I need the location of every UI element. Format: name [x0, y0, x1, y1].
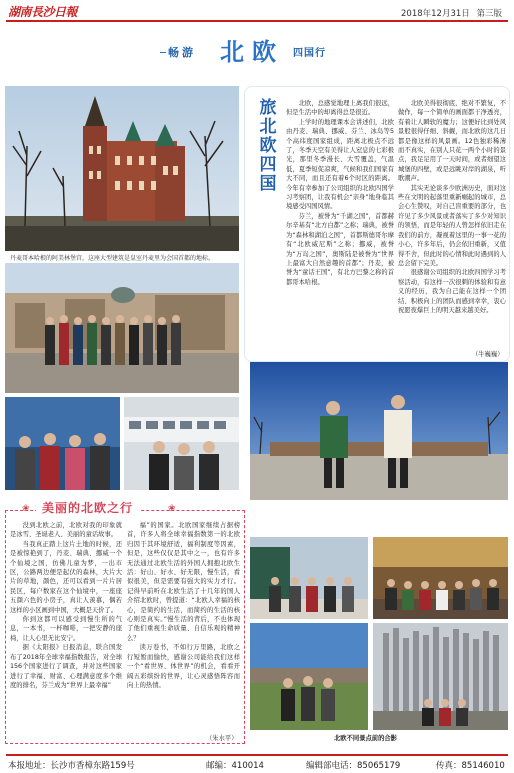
top-article-author: （牛巍巍）	[472, 351, 504, 358]
top-article-col1	[286, 99, 394, 354]
header-rule	[6, 20, 508, 22]
footer-phone: 编辑部电话：85065179	[306, 761, 401, 771]
footer-rule	[6, 754, 508, 756]
paragraph: 你到这都可以感受到慢生所的气息，一本书，一杯咖啡，一把安静的座椅，让人心里无比安宁。	[10, 616, 122, 642]
banner-left-text: 畅游	[168, 46, 196, 59]
top-article-title	[255, 99, 281, 194]
paragraph: 福”的国家。北欧国家继续占据榜首，许多人将全球幸福指数第一的北欧归因于其环境舒适，福利制度等因素，但是，这些仅仅是其中之一，也有许多无法通过北欧生活的外国人拥抱北欧生活：好山、好水、好无限，慢生活，看似很美，但是需要有强大的实力才行。记得早前听在北欧生活了十几年的国人介绍北欧时，曾提道：“北欧人幸福的核心，是简约的生活，而简约的生活的核心则是真实。”慢生活的背后，不也体现了他们重视生命质量、自信乐观的精神么？	[127, 522, 240, 642]
banner-big-text: 北欧	[220, 37, 284, 66]
lower-article-author: （朱水平）	[206, 735, 238, 742]
paragraph: 其实无论谈多少欧洲历史，面对这些在文明的起落里重新崛起的城市，总会心生赞叹，对自己盲重要的部分，也许见了多少风景或者落实了多少对知识的领悟，而是年轻的人曾怎样依旧走在我们的前方，凝视着这里的一事一花的小心，许多年后，仍会依旧重新，又值得不舍，但此时的心情和此时遇到的人总会留下完美。	[398, 184, 506, 267]
banner-deco-line	[160, 52, 166, 53]
collage-caption: 北欧不同景点前的合影	[334, 735, 397, 742]
issue-date: 2018年12月31日	[401, 9, 470, 19]
two-travelers-photo	[250, 362, 508, 500]
ship-deck-photo	[124, 397, 239, 490]
issue-page: 第三版	[476, 9, 502, 19]
collage-photo-4	[373, 623, 508, 730]
paragraph: 北欧，总感觉地理上离我们很远，但是生活中的却离得总是很近。	[286, 100, 394, 117]
masthead	[6, 2, 508, 22]
title-char: 国	[259, 174, 277, 194]
collage-photo-3	[250, 623, 368, 730]
title-ornament-left: ❀	[22, 504, 30, 514]
top-article-col2	[398, 99, 506, 351]
paragraph: 芬兰，被誉为“千湖之国”，首都赫尔辛基有“北方白都”之称；瑞典，被誉为“森林和湖泊之国”，首都斯德哥尔摩有“北欧威尼斯”之称；挪威，被誉为“万岛之国”，奥斯陆是被誉为“世界上最富大自然意趣的首都”；丹麦，被誉为“童话王国”，有北方巴黎之称的首都哥本哈根。	[286, 212, 394, 286]
paragraph: 上学时的地理课本会讲述们，北欧由丹麦、瑞典、挪威、芬兰、冰岛等5个高纬度国家组成，距离北极点不远了，冬季天空有美得让人窒息的七彩极光，那里冬季漫长、大雪覆盖，气温低，夏季短促凉爽，气候和我们国家有大不同，而且还有着6个时区的距离。今年有幸参加了公司组织的北欧四国学习考察团，让我有机会“亲身”地身临其境感受四国风情。	[286, 118, 394, 211]
banner-right-text: 四国行	[293, 48, 326, 59]
paragraph: 北欧美得很彻底，绝对不繁复，不做作，每一个简单的画面都干净透亮，有着让人瞬软的魔力；这便好比到处风景般很得仔细、斜觑，而北欧的这几日都是像这样的风景画。12色独彩稀薄而不真实，在别人只花一两个小时的景点，我足足用了一天时间，或者细望这城堡的四壁，或是远眺对岸的湖泉，听歌潮声。	[398, 100, 506, 183]
lower-article-title: 美丽的北欧之行	[36, 499, 139, 516]
footer-postcode: 邮编：410014	[206, 761, 264, 771]
newspaper-logo: 湖南長沙日報	[8, 5, 78, 19]
title-char: 旅	[259, 98, 277, 118]
group-photo-square	[5, 263, 239, 393]
harbor-photo	[5, 397, 120, 490]
paragraph: 没到北欧之前，北欧对我的印象就是冰雪、圣诞老人、美丽的童话故事。	[10, 522, 122, 539]
title-char: 四	[259, 155, 277, 175]
paragraph: 读万卷书，不如行万里路，北欧之行短暂而愉快，感谢公司能给我们这样一个“看世界、体世界”的机会，看看开阔五彩缤纷的世界，让心灵感悟阵容而向上的热情。	[127, 644, 240, 689]
paragraph: 当我真正踏上这片土地的时候，还是被惊艳到了，丹麦、瑞典、挪威一个个仙境之国，仿佛儿童为梦，一出市区，公路两边便是起伏的森林，大片大片的草地，颜色，还可以看到一片片居民区，每户数家在这个仙境中，一座座五颜六色的小房子，真让人羡慕，偶若这样的小区画到中国，大概是天价了。	[10, 540, 122, 614]
collage-photo-2	[373, 537, 508, 619]
footer-address: 本报地址：长沙市香樟东路159号	[8, 761, 135, 771]
paragraph: 很感谢公司组织的北欧四国学习考察活动，有这样一次很刺的体验和有意义的经历，我为自己能在这样一个团结、积极向上的团队而感到幸幸，衷心祝愿夜爆巨上的明天越来越美好。	[398, 269, 506, 314]
title-char: 欧	[259, 136, 277, 156]
page-footer	[6, 757, 508, 771]
lower-article-col2	[127, 521, 240, 733]
castle-caption: 丹麦哥本哈根的阿美林堡宫，这座大型建筑是皇室丹麦里为会国首都的地标。	[10, 255, 215, 262]
collage-photo-1	[250, 537, 368, 619]
lower-article-col1	[10, 521, 122, 742]
title-ornament-right: ❀	[168, 504, 176, 514]
paragraph: 据《太阳报》日报消息，联合国发布了2018年全球幸福指数报告，对全球156个国家进行了调查，并对这些国家进行了幸福、财富、心理满意度多个维度的排名，芬兰成为“世界上最幸福”	[10, 644, 122, 689]
section-banner	[160, 30, 360, 70]
issue-info	[397, 7, 502, 19]
castle-photo	[5, 86, 239, 251]
title-char: 北	[259, 117, 277, 137]
footer-fax: 传真：85146010	[436, 761, 505, 771]
